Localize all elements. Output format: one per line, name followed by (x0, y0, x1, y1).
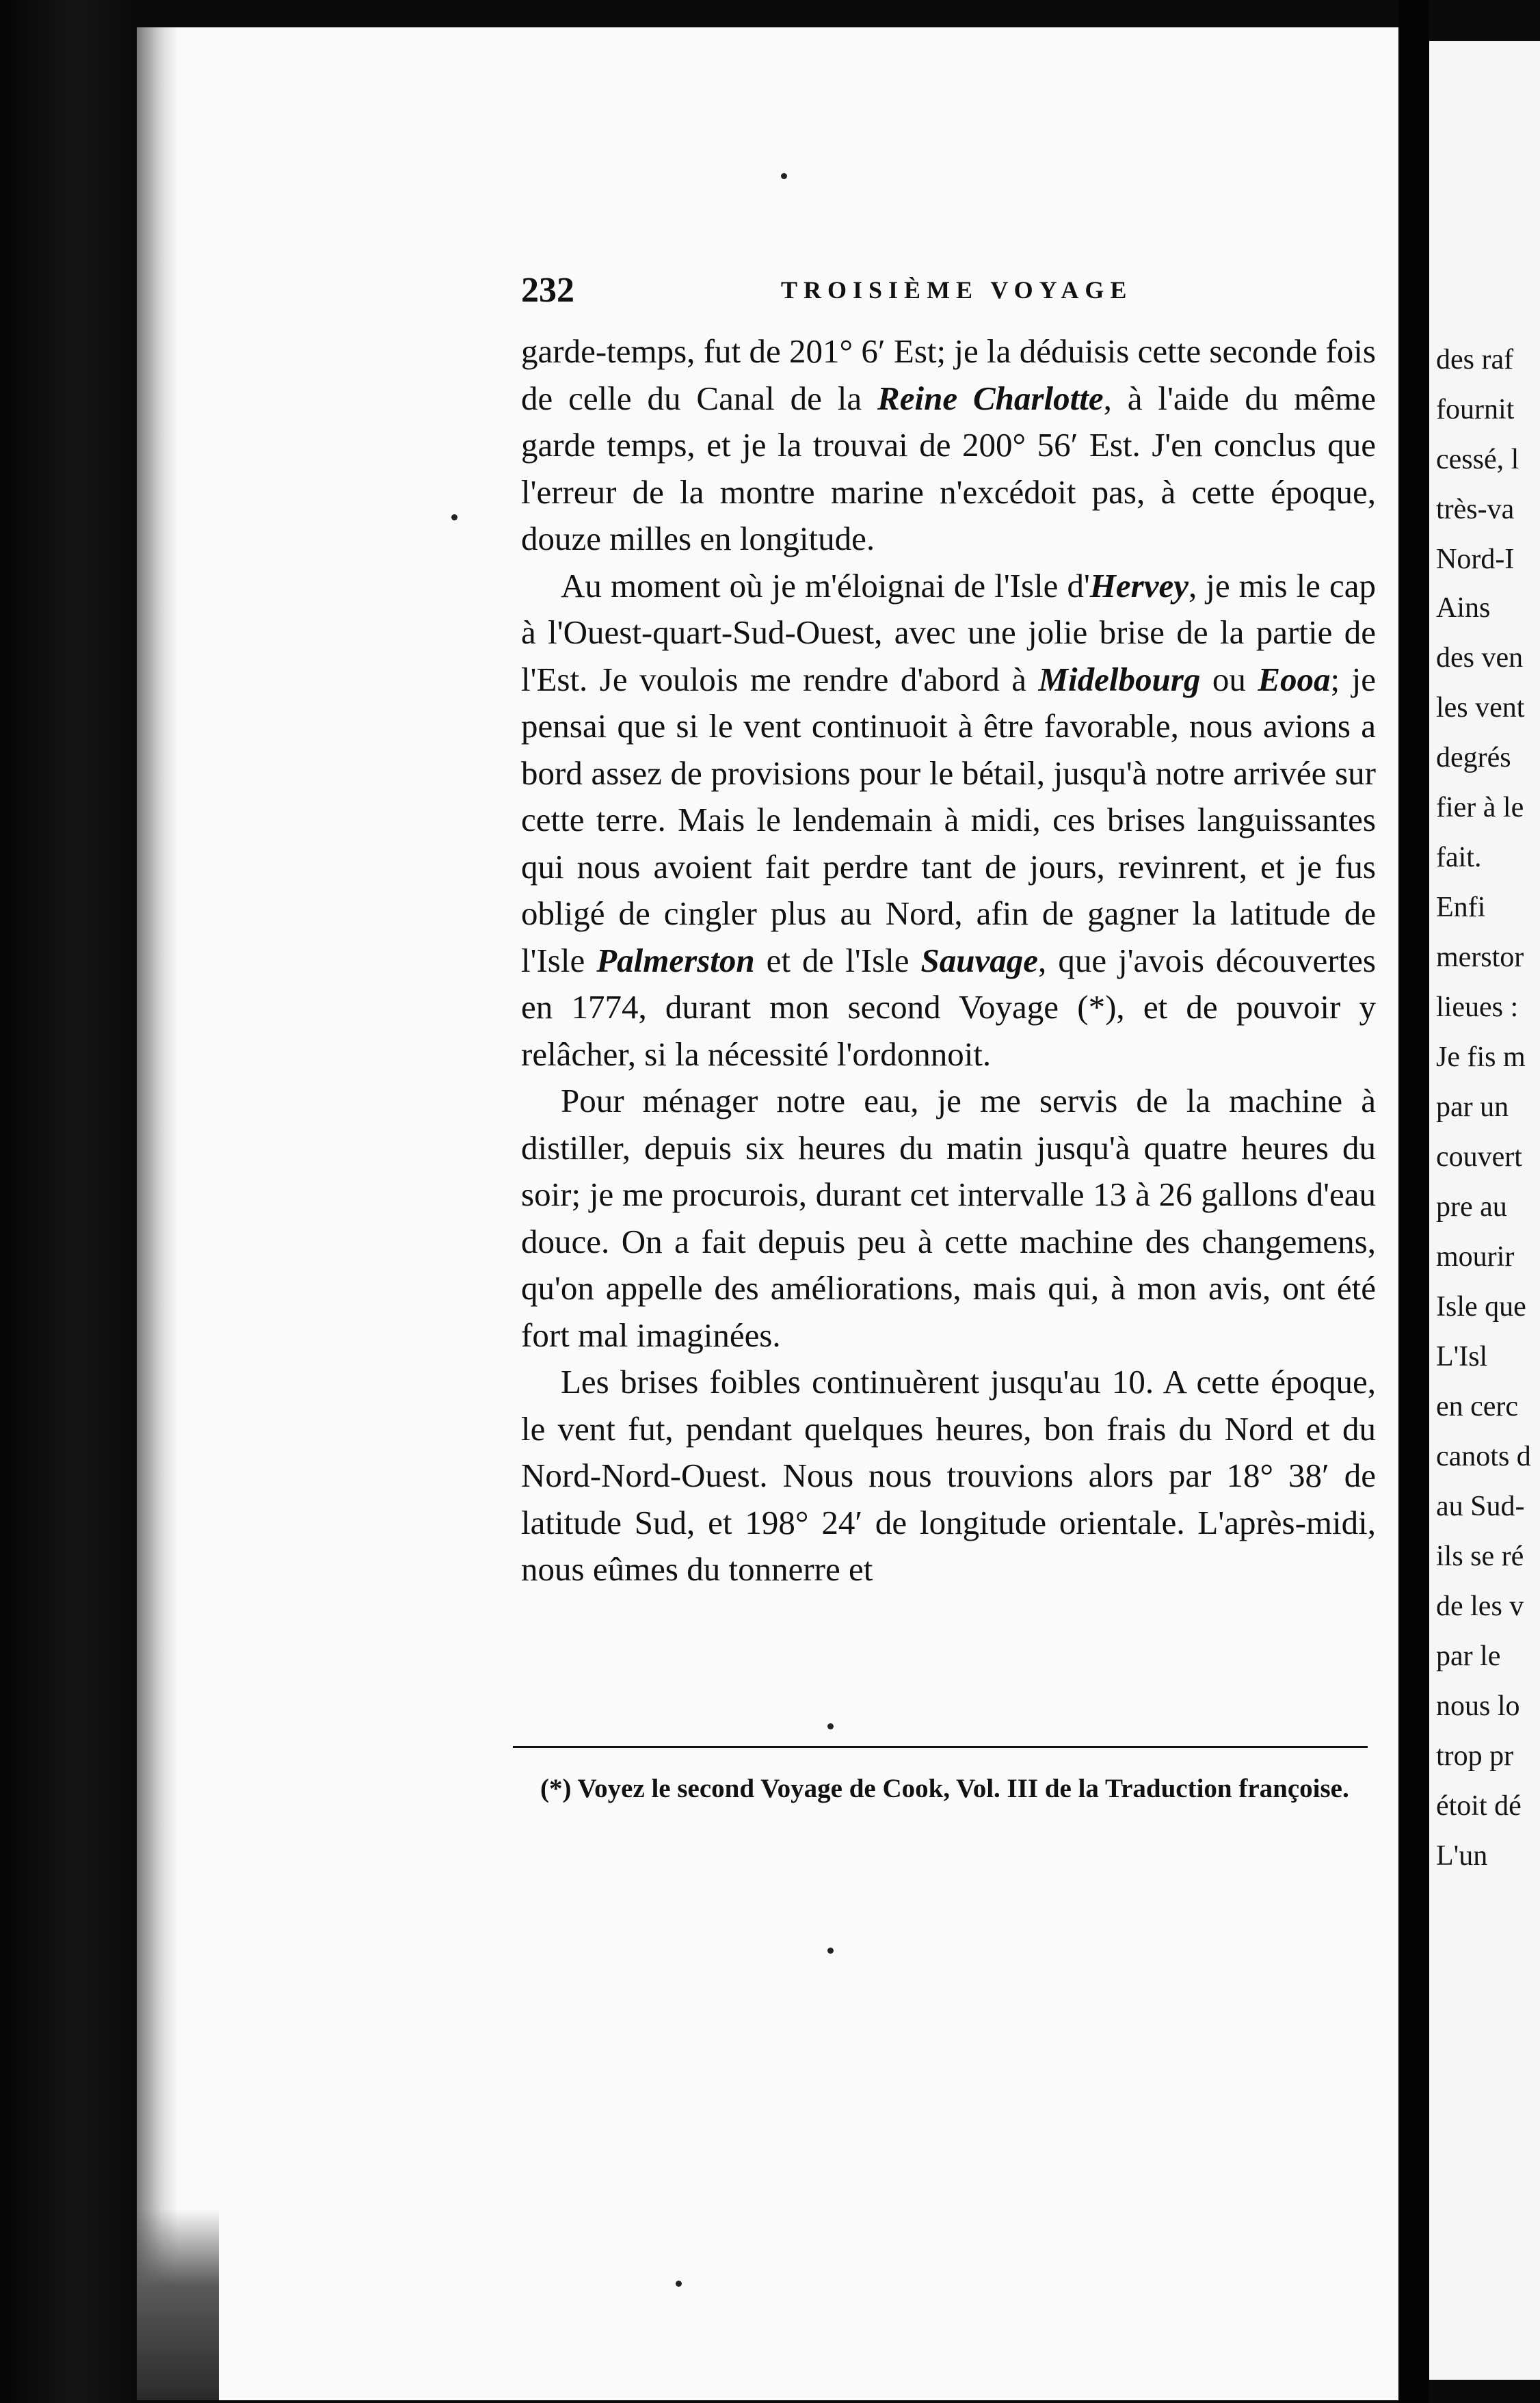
facing-page-line: merstor (1436, 942, 1524, 973)
facing-page-line: en cerc (1436, 1391, 1519, 1422)
facing-page-line: par le (1436, 1641, 1501, 1672)
speck (827, 1723, 834, 1729)
text-run: ou (1200, 660, 1258, 698)
speck (451, 514, 457, 520)
facing-page-line: Je fis m (1436, 1041, 1526, 1073)
page-header (521, 270, 1205, 311)
speck (827, 1948, 834, 1954)
footnote-rule (513, 1746, 1368, 1748)
facing-page-line: lieues : (1436, 992, 1519, 1023)
facing-page-line: mourir (1436, 1241, 1515, 1273)
facing-page-line: Isle que (1436, 1291, 1526, 1323)
text-run: , je mis le cap à l'Ouest-quart-Sud-Ouest, avec une jolie brise de la partie de l'Est. Je voulois me rendre d'abord à (521, 566, 1376, 698)
facing-page-line: très-va (1436, 494, 1515, 525)
speck (676, 2281, 682, 2287)
paragraph (521, 1078, 1376, 1359)
text-run: , que j'avois découvertes en 1774, durant mon second Voyage (*), et de pouvoir y relâcher, si la nécessité l'ordonnoit. (521, 941, 1376, 1073)
proper-name: Hervey (1089, 566, 1189, 605)
text-run: ; je pensai que si le vent continuoit à être favorable, nous avions a bord assez de provisions pour le bétail, jusqu'à notre arrivée sur cette terre. Mais le lendemain à midi, ces brises languissantes qui nous avoient fait perdre tant de jours, revinrent, et je fus obligé de cingler plus au Nord, afin de gagner la latitude de l'Isle (521, 660, 1376, 979)
facing-page-line: pre au (1436, 1191, 1507, 1223)
facing-page-line: degrés (1436, 742, 1511, 773)
proper-name: Sauvage (920, 941, 1039, 979)
facing-page-line: fournit (1436, 394, 1515, 425)
speck (781, 173, 787, 179)
facing-page-line: trop pr (1436, 1740, 1514, 1772)
facing-page-line: fier à le (1436, 792, 1524, 823)
facing-page-line: les vent (1436, 692, 1525, 723)
proper-name: Palmerston (596, 941, 755, 979)
facing-page-line: au Sud- (1436, 1491, 1525, 1522)
facing-page-line: L'un (1436, 1840, 1488, 1872)
facing-page-line: couvert (1436, 1141, 1522, 1173)
facing-page-line: de les v (1436, 1591, 1524, 1622)
paragraph (521, 1359, 1376, 1593)
facing-page-line: Nord-I (1436, 544, 1515, 575)
text-run: et de l'Isle (754, 941, 921, 979)
facing-page-line: Ains (1436, 592, 1491, 624)
proper-name: Midelbourg (1038, 660, 1201, 698)
facing-page-line: cessé, l (1436, 444, 1519, 475)
page-number: 232 (521, 271, 574, 310)
book-binding-edge (0, 0, 137, 2403)
facing-page-line: des ven (1436, 642, 1524, 674)
text-run: Au moment où je m'éloignai de l'Isle d' (561, 566, 1090, 605)
paragraph (521, 563, 1376, 1078)
footnote (521, 1771, 1369, 1807)
text-run: Les brises foibles continuèrent jusqu'au 10. A cette époque, le vent fut, pendant quelques heures, bon frais du Nord et du Nord-Nord-Ouest. Nous nous trouvions alors par 18° 38′ de latitude Sud, et 198° 24′ de longitude orientale. L'après-midi, nous eûmes du tonnerre et (521, 1363, 1376, 1588)
facing-page-line: des raf (1436, 344, 1514, 375)
facing-page-line: fait. (1436, 842, 1482, 873)
book-gutter (1398, 0, 1429, 2403)
text-run: Pour ménager notre eau, je me servis de la machine à distiller, depuis six heures du matin jusqu'à quatre heures du soir; je me procurois, durant cet intervalle 13 à 26 gallons d'eau douce. On a fait depuis peu à cette machine des changemens, qu'on appelle des améliorations, mais qui, à mon avis, ont été fort mal imaginées. (521, 1082, 1376, 1354)
facing-page-fragment (1429, 41, 1540, 2380)
facing-page-line: Enfi (1436, 892, 1486, 923)
text-run: , à l'aide du même garde temps, et je la trouvai de 200° 56′ Est. J'en conclus que l'erreur de la montre marine n'excédoit pas, à cette époque, douze milles en longitude. (521, 379, 1376, 557)
facing-page-line: étoit dé (1436, 1790, 1522, 1822)
running-head: TROISIÈME VOYAGE (781, 276, 1133, 304)
facing-page-line: par un (1436, 1091, 1509, 1123)
facing-page-line: canots d (1436, 1441, 1531, 1472)
facing-page-line: nous lo (1436, 1690, 1520, 1722)
proper-name: Reine Charlotte (877, 379, 1104, 417)
facing-page-line: ils se ré (1436, 1541, 1524, 1572)
footnote-text: (*) Voyez le second Voyage de Cook, Vol. III de la Traduction françoise. (540, 1774, 1349, 1803)
paragraph (521, 328, 1376, 563)
page-corner-wear (137, 2209, 219, 2400)
facing-page-line: L'Isl (1436, 1341, 1488, 1372)
proper-name: Eooa (1258, 660, 1331, 698)
text-run: garde-temps, fut de 201° 6′ Est; je la déduisis cette seconde fois de celle du Canal de la (521, 332, 1376, 417)
body-text (521, 328, 1376, 1593)
